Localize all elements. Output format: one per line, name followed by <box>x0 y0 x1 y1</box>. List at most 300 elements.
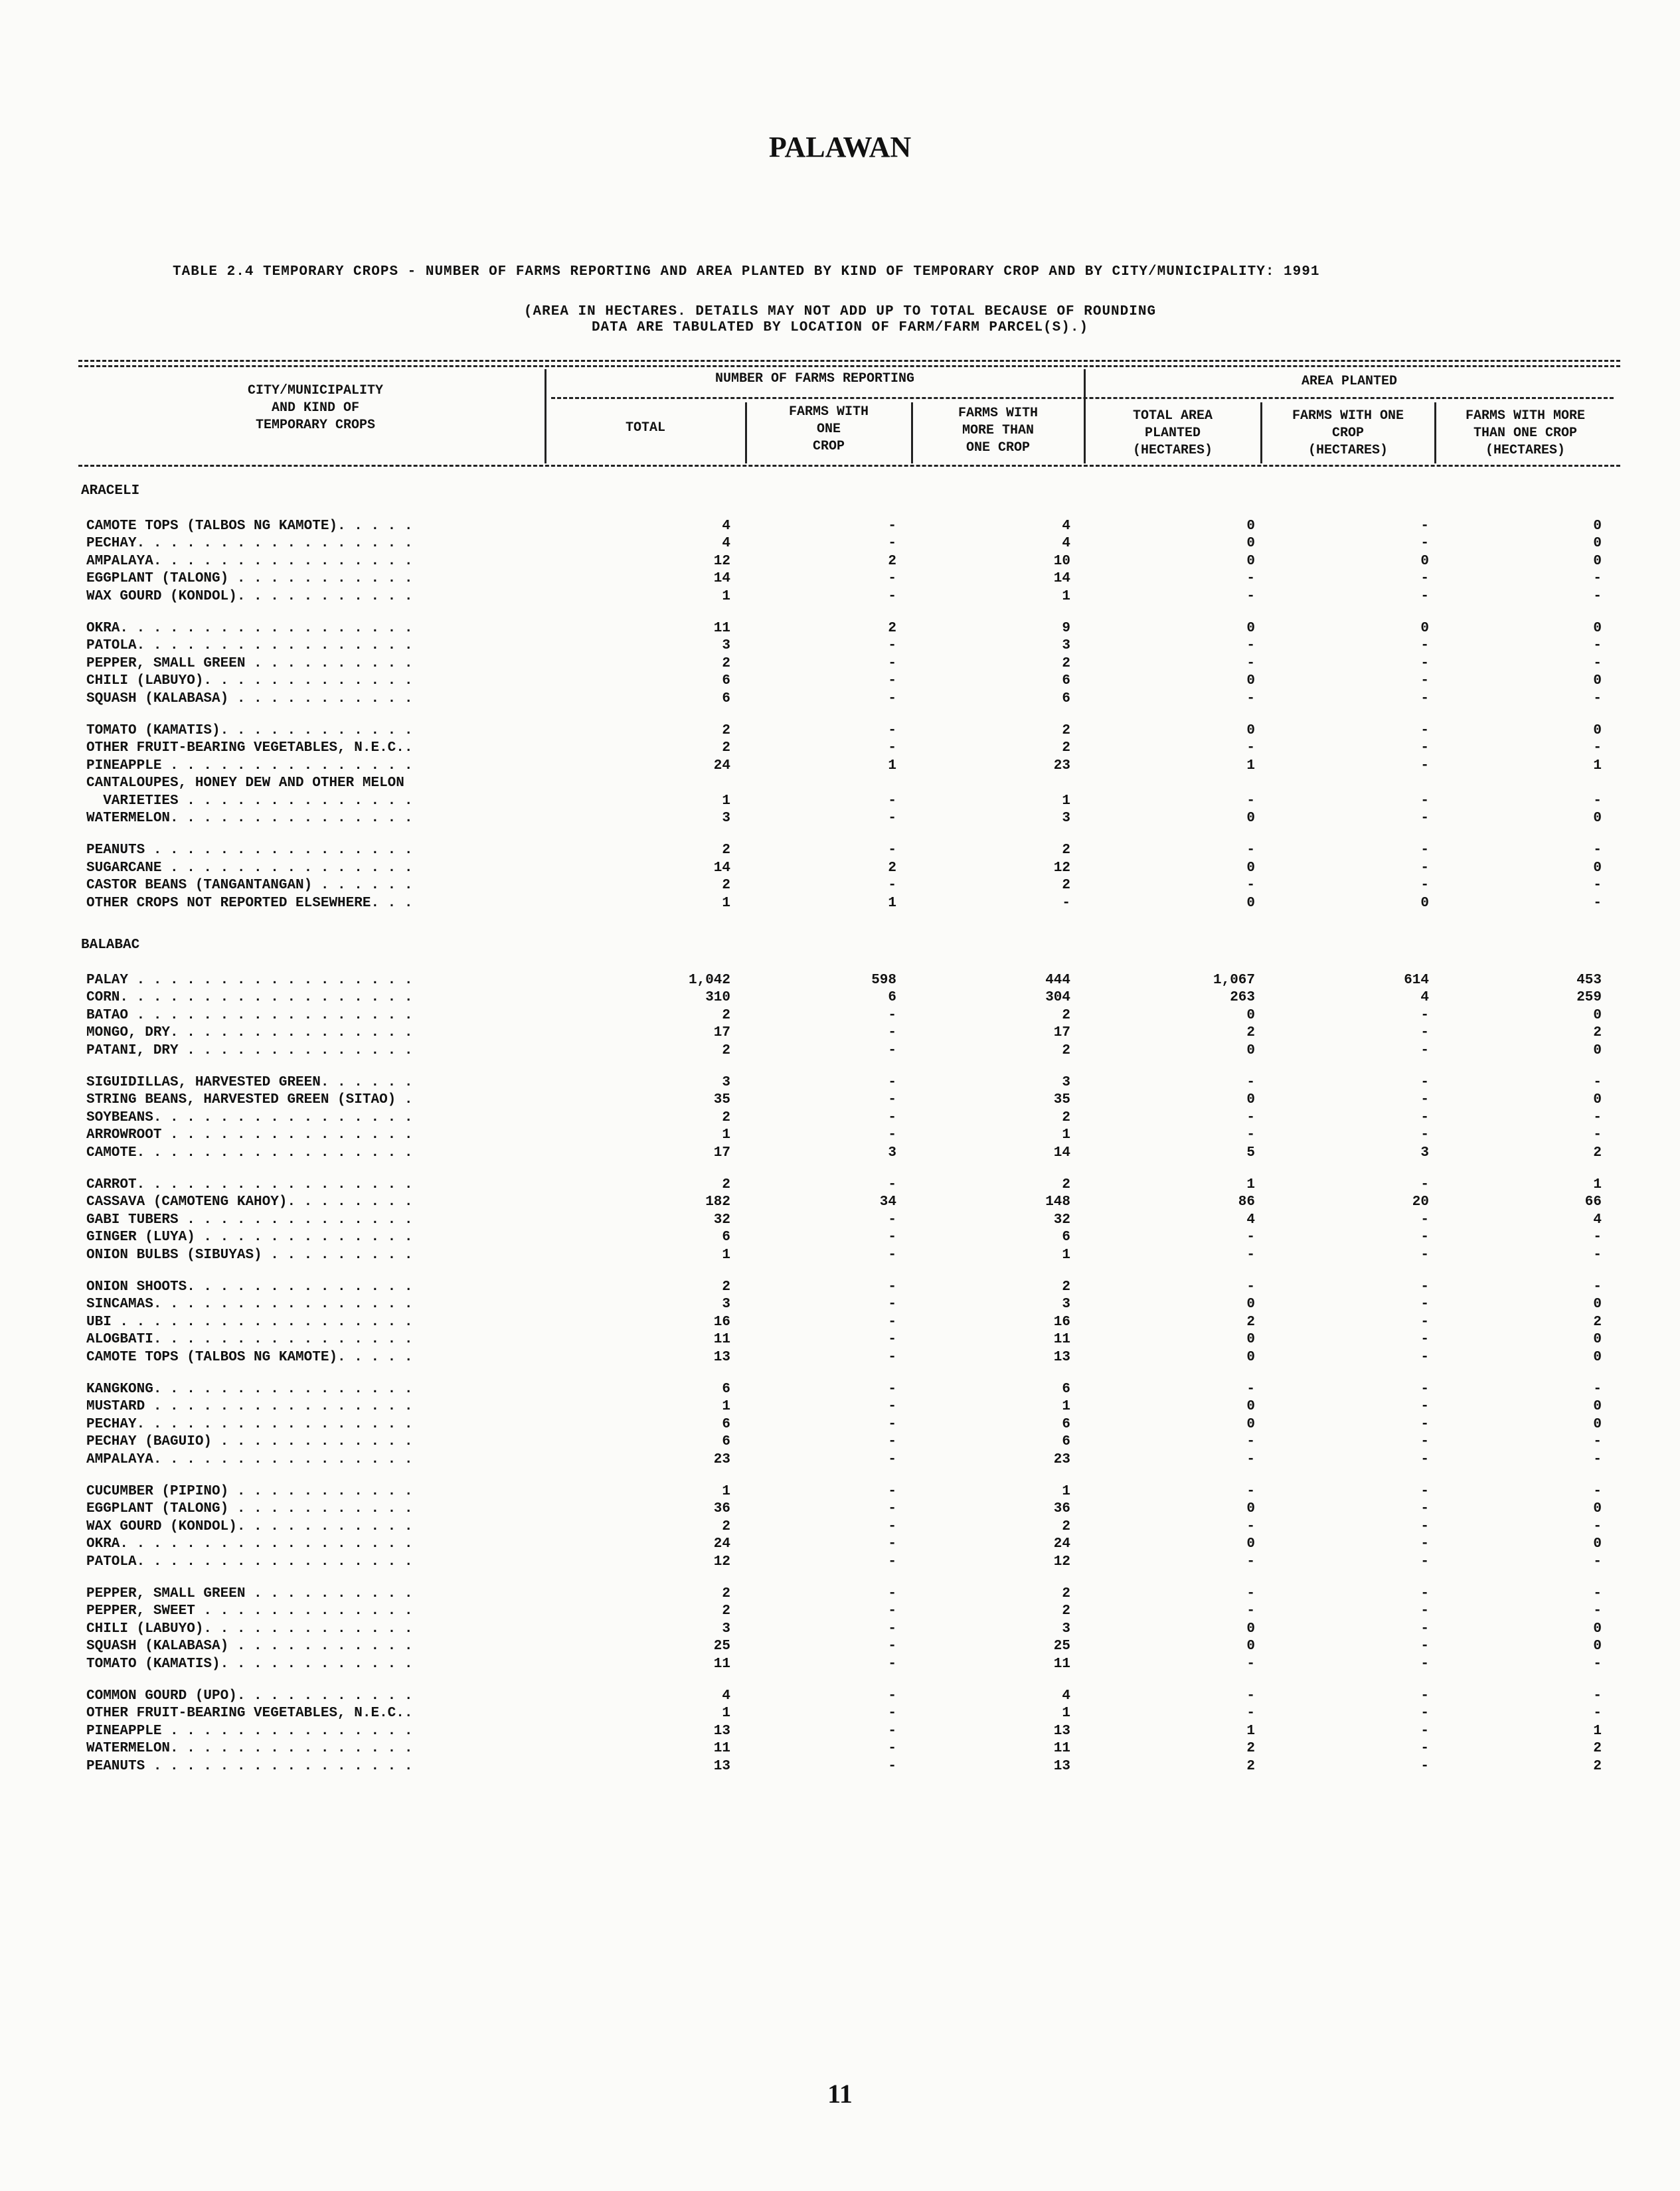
cell-area-total: 1,067 <box>1213 973 1255 988</box>
cell-farms-one-crop: - <box>888 1092 896 1108</box>
table-row <box>0 1688 1680 1705</box>
cell-farms-more-crop: 12 <box>1053 860 1070 876</box>
cell-farms-one-crop: - <box>888 571 896 587</box>
cell-area-total: - <box>1246 1434 1255 1450</box>
cell-farms-one-crop: - <box>888 1075 896 1090</box>
cell-area-one-crop: 4 <box>1420 990 1429 1006</box>
cell-area-total: 0 <box>1246 860 1255 876</box>
cell-farms-total: 2 <box>722 1177 730 1192</box>
table-row <box>0 1296 1680 1313</box>
table-row <box>0 637 1680 655</box>
crop-label: CANTALOUPES, HONEY DEW AND OTHER MELON <box>86 775 404 791</box>
cell-farms-total: 32 <box>713 1212 730 1228</box>
cell-area-more-crop: 0 <box>1593 1416 1602 1432</box>
crop-label: WATERMELON. . . . . . . . . . . . . . . <box>86 811 422 826</box>
cell-farms-more-crop: 6 <box>1062 690 1070 706</box>
cell-area-total: 263 <box>1230 990 1255 1006</box>
cell-farms-one-crop: - <box>888 638 896 654</box>
province-title: PALAWAN <box>768 131 912 163</box>
crop-label: OTHER CROPS NOT REPORTED ELSEWHERE. . . <box>86 895 422 911</box>
cell-area-more-crop: - <box>1593 1382 1602 1397</box>
cell-farms-one-crop: - <box>888 1177 896 1192</box>
crop-label: PEPPER, SWEET . . . . . . . . . . . . . <box>86 1603 422 1619</box>
table-row <box>0 518 1680 535</box>
cell-farms-total: 1,042 <box>688 973 730 988</box>
cell-farms-total: 1 <box>722 895 730 911</box>
table-row <box>0 860 1680 877</box>
cell-area-one-crop: - <box>1420 655 1429 671</box>
crop-label: BATAO . . . . . . . . . . . . . . . . . <box>86 1007 422 1023</box>
cell-farms-one-crop: - <box>888 1007 896 1023</box>
cell-farms-more-crop: 2 <box>1062 1518 1070 1534</box>
cell-farms-total: 24 <box>713 1536 730 1552</box>
cell-area-one-crop: - <box>1420 1042 1429 1058</box>
cell-area-one-crop: - <box>1420 1501 1429 1517</box>
cell-area-one-crop: - <box>1420 1416 1429 1432</box>
cell-area-total: - <box>1246 843 1255 858</box>
group-header-rule <box>551 397 1614 399</box>
cell-area-more-crop: 0 <box>1593 811 1602 826</box>
table-row <box>0 989 1680 1007</box>
header-area-more-crop: FARMS WITH MORE THAN ONE CROP (HECTARES) <box>1465 408 1586 458</box>
cell-farms-more-crop: 17 <box>1053 1025 1070 1041</box>
crop-label: PATOLA. . . . . . . . . . . . . . . . . <box>86 638 422 654</box>
table-row <box>0 553 1680 570</box>
cell-farms-more-crop: 148 <box>1045 1194 1070 1210</box>
crop-label: ARROWROOT . . . . . . . . . . . . . . . <box>86 1127 422 1143</box>
header-farms-reporting: NUMBER OF FARMS REPORTING <box>714 371 915 386</box>
cell-farms-one-crop: - <box>888 1451 896 1467</box>
crop-label: VARIETIES . . . . . . . . . . . . . . <box>86 793 422 809</box>
crop-label: SOYBEANS. . . . . . . . . . . . . . . . <box>86 1109 422 1125</box>
cell-farms-more-crop: 4 <box>1062 1688 1070 1704</box>
cell-farms-total: 3 <box>722 1621 730 1637</box>
cell-area-more-crop: - <box>1593 690 1602 706</box>
cell-farms-total: 13 <box>713 1349 730 1365</box>
cell-area-total: 0 <box>1246 1297 1255 1313</box>
cell-area-total: 2 <box>1246 1741 1255 1757</box>
crop-label: CHILI (LABUYO). . . . . . . . . . . . . <box>86 1621 422 1637</box>
cell-farms-one-crop: - <box>888 1741 896 1757</box>
crop-label: CAMOTE TOPS (TALBOS NG KAMOTE). . . . . <box>86 519 422 534</box>
cell-area-more-crop: - <box>1593 1247 1602 1263</box>
crop-label: WATERMELON. . . . . . . . . . . . . . . <box>86 1741 422 1757</box>
cell-area-total: - <box>1246 690 1255 706</box>
table-row <box>0 775 1680 792</box>
cell-area-more-crop: - <box>1593 655 1602 671</box>
crop-label: ONION SHOOTS. . . . . . . . . . . . . . <box>86 1279 422 1295</box>
cell-farms-one-crop: 1 <box>888 895 896 911</box>
cell-farms-more-crop: 2 <box>1062 1603 1070 1619</box>
cell-area-more-crop: 453 <box>1576 973 1602 988</box>
cell-area-one-crop: 20 <box>1412 1194 1429 1210</box>
cell-area-total: - <box>1246 1518 1255 1534</box>
cell-area-more-crop: 2 <box>1593 1025 1602 1041</box>
cell-farms-more-crop: 2 <box>1062 1177 1070 1192</box>
cell-farms-total: 1 <box>722 793 730 809</box>
crop-label: EGGPLANT (TALONG) . . . . . . . . . . . <box>86 1501 422 1517</box>
cell-area-more-crop: 2 <box>1593 1758 1602 1774</box>
cell-farms-total: 1 <box>722 1247 730 1263</box>
table-row <box>0 758 1680 775</box>
crop-label: PECHAY. . . . . . . . . . . . . . . . . <box>86 1416 422 1432</box>
cell-farms-more-crop: 3 <box>1062 1297 1070 1313</box>
table-row <box>0 793 1680 810</box>
cell-farms-total: 17 <box>713 1145 730 1161</box>
cell-farms-more-crop: 2 <box>1062 1279 1070 1295</box>
cell-farms-more-crop: 1 <box>1062 588 1070 604</box>
cell-farms-one-crop: - <box>888 1025 896 1041</box>
cell-farms-total: 2 <box>722 740 730 756</box>
cell-farms-more-crop: 6 <box>1062 1416 1070 1432</box>
cell-area-more-crop: 259 <box>1576 990 1602 1006</box>
cell-area-total: 0 <box>1246 536 1255 552</box>
cell-area-more-crop: - <box>1593 1518 1602 1534</box>
cell-farms-one-crop: - <box>888 1484 896 1499</box>
cell-farms-total: 1 <box>722 1127 730 1143</box>
cell-area-one-crop: - <box>1420 1092 1429 1108</box>
table-row <box>0 1074 1680 1092</box>
cell-area-more-crop: 0 <box>1593 1639 1602 1655</box>
cell-farms-more-crop: 1 <box>1062 1484 1070 1499</box>
cell-farms-more-crop: 9 <box>1062 621 1070 636</box>
table-row <box>0 1638 1680 1655</box>
cell-farms-one-crop: - <box>888 1332 896 1348</box>
crop-label: CARROT. . . . . . . . . . . . . . . . . <box>86 1177 422 1192</box>
cell-area-one-crop: - <box>1420 860 1429 876</box>
cell-area-one-crop: - <box>1420 1332 1429 1348</box>
cell-farms-total: 3 <box>722 638 730 654</box>
cell-farms-total: 4 <box>722 536 730 552</box>
cell-area-one-crop: - <box>1420 1741 1429 1757</box>
table-row <box>0 1042 1680 1060</box>
cell-farms-more-crop: 4 <box>1062 519 1070 534</box>
header-top-rule <box>78 360 1620 367</box>
table-row <box>0 1194 1680 1211</box>
table-row <box>0 1483 1680 1501</box>
cell-area-more-crop: 2 <box>1593 1314 1602 1330</box>
cell-farms-total: 1 <box>722 1484 730 1499</box>
crop-label: AMPALAYA. . . . . . . . . . . . . . . . <box>86 553 422 569</box>
cell-area-total: - <box>1246 1554 1255 1570</box>
cell-area-one-crop: - <box>1420 690 1429 706</box>
cell-farms-one-crop: - <box>888 1230 896 1246</box>
cell-farms-more-crop: - <box>1062 895 1070 911</box>
cell-area-one-crop: - <box>1420 1554 1429 1570</box>
cell-area-total: 0 <box>1246 519 1255 534</box>
cell-farms-total: 14 <box>713 571 730 587</box>
crop-label: WAX GOURD (KONDOL). . . . . . . . . . . <box>86 1518 422 1534</box>
cell-area-more-crop: - <box>1593 1451 1602 1467</box>
crop-label: OKRA. . . . . . . . . . . . . . . . . . <box>86 1536 422 1552</box>
table-row <box>0 535 1680 552</box>
cell-area-more-crop: 0 <box>1593 1349 1602 1365</box>
cell-farms-one-crop: - <box>888 1536 896 1552</box>
crop-label: CAMOTE TOPS (TALBOS NG KAMOTE). . . . . <box>86 1349 422 1365</box>
cell-area-more-crop: 0 <box>1593 1536 1602 1552</box>
cell-area-more-crop: - <box>1593 1706 1602 1722</box>
crop-label: STRING BEANS, HARVESTED GREEN (SITAO) . <box>86 1092 422 1108</box>
table-row <box>0 1007 1680 1024</box>
table-row <box>0 1740 1680 1757</box>
cell-farms-total: 6 <box>722 690 730 706</box>
crop-label: ALOGBATI. . . . . . . . . . . . . . . . <box>86 1332 422 1348</box>
cell-area-more-crop: 66 <box>1584 1194 1602 1210</box>
cell-area-one-crop: - <box>1420 1075 1429 1090</box>
cell-farms-more-crop: 444 <box>1045 973 1070 988</box>
cell-farms-one-crop: - <box>888 811 896 826</box>
cell-area-one-crop: - <box>1420 1484 1429 1499</box>
table-row <box>0 1536 1680 1553</box>
cell-farms-more-crop: 14 <box>1053 1145 1070 1161</box>
header-farms-more-crop: FARMS WITH MORE THAN ONE CROP <box>958 406 1039 455</box>
table-row <box>0 1331 1680 1348</box>
cell-farms-total: 3 <box>722 1297 730 1313</box>
table-row <box>0 1621 1680 1638</box>
cell-farms-total: 182 <box>705 1194 730 1210</box>
cell-farms-one-crop: 3 <box>888 1145 896 1161</box>
table-row <box>0 1127 1680 1144</box>
cell-area-one-crop: - <box>1420 536 1429 552</box>
cell-farms-total: 6 <box>722 673 730 689</box>
cell-farms-more-crop: 32 <box>1053 1212 1070 1228</box>
cell-farms-total: 11 <box>713 1741 730 1757</box>
cell-area-total: - <box>1246 1603 1255 1619</box>
cell-area-total: 0 <box>1246 1416 1255 1432</box>
cell-area-total: 0 <box>1246 811 1255 826</box>
cell-farms-total: 6 <box>722 1382 730 1397</box>
cell-farms-total: 6 <box>722 1434 730 1450</box>
cell-farms-total: 310 <box>705 990 730 1006</box>
cell-farms-one-crop: - <box>888 878 896 894</box>
cell-farms-total: 2 <box>722 1586 730 1601</box>
cell-area-total: 86 <box>1238 1194 1255 1210</box>
cell-farms-more-crop: 13 <box>1053 1349 1070 1365</box>
cell-farms-one-crop: - <box>888 1279 896 1295</box>
crop-label: PINEAPPLE . . . . . . . . . . . . . . . <box>86 1723 422 1739</box>
cell-farms-one-crop: - <box>888 1688 896 1704</box>
cell-farms-one-crop: 6 <box>888 990 896 1006</box>
crop-label: CHILI (LABUYO). . . . . . . . . . . . . <box>86 673 422 689</box>
cell-farms-one-crop: - <box>888 655 896 671</box>
cell-area-one-crop: - <box>1420 1758 1429 1774</box>
cell-area-more-crop: - <box>1593 1656 1602 1672</box>
cell-area-one-crop: - <box>1420 1451 1429 1467</box>
cell-area-one-crop: - <box>1420 519 1429 534</box>
cell-farms-more-crop: 11 <box>1053 1741 1070 1757</box>
cell-area-one-crop: - <box>1420 843 1429 858</box>
cell-farms-one-crop: 2 <box>888 553 896 569</box>
crop-label: CUCUMBER (PIPINO) . . . . . . . . . . . <box>86 1484 422 1499</box>
cell-farms-one-crop: - <box>888 1621 896 1637</box>
cell-farms-total: 1 <box>722 1706 730 1722</box>
cell-area-total: 0 <box>1246 895 1255 911</box>
table-row <box>0 1585 1680 1603</box>
cell-farms-one-crop: - <box>888 1723 896 1739</box>
cell-farms-total: 2 <box>722 1518 730 1534</box>
cell-area-total: - <box>1246 1247 1255 1263</box>
cell-area-more-crop: 0 <box>1593 1007 1602 1023</box>
cell-area-total: - <box>1246 1279 1255 1295</box>
cell-area-more-crop: 2 <box>1593 1145 1602 1161</box>
cell-farms-more-crop: 1 <box>1062 1127 1070 1143</box>
cell-farms-total: 14 <box>713 860 730 876</box>
cell-farms-one-crop: - <box>888 519 896 534</box>
table-row <box>0 1433 1680 1451</box>
table-row <box>0 655 1680 673</box>
cell-area-one-crop: - <box>1420 740 1429 756</box>
cell-area-total: 4 <box>1246 1212 1255 1228</box>
cell-area-more-crop: 1 <box>1593 1723 1602 1739</box>
table-note-line2: DATA ARE TABULATED BY LOCATION OF FARM/FARM PARCEL(S).) <box>591 320 1089 335</box>
crop-label: UBI . . . . . . . . . . . . . . . . . . <box>86 1314 422 1330</box>
header-total-area: TOTAL AREA PLANTED (HECTARES) <box>1132 408 1213 458</box>
table-row <box>0 1229 1680 1246</box>
cell-area-more-crop: - <box>1593 1279 1602 1295</box>
cell-area-more-crop: 0 <box>1593 1092 1602 1108</box>
crop-label: SIGUIDILLAS, HARVESTED GREEN. . . . . . <box>86 1075 422 1090</box>
table-row <box>0 570 1680 588</box>
cell-farms-total: 3 <box>722 811 730 826</box>
cell-area-more-crop: - <box>1593 843 1602 858</box>
cell-farms-total: 2 <box>722 1603 730 1619</box>
cell-area-more-crop: - <box>1593 571 1602 587</box>
cell-area-one-crop: - <box>1420 1688 1429 1704</box>
cell-area-total: - <box>1246 655 1255 671</box>
cell-farms-one-crop: - <box>888 536 896 552</box>
cell-farms-total: 11 <box>713 1656 730 1672</box>
cell-farms-total: 1 <box>722 1399 730 1415</box>
cell-area-more-crop: 1 <box>1593 758 1602 773</box>
cell-area-total: 0 <box>1246 621 1255 636</box>
cell-area-one-crop: - <box>1420 1297 1429 1313</box>
cell-area-more-crop: - <box>1593 1434 1602 1450</box>
cell-area-more-crop: - <box>1593 1554 1602 1570</box>
cell-farms-one-crop: 1 <box>888 758 896 773</box>
cell-farms-more-crop: 6 <box>1062 1382 1070 1397</box>
table-row <box>0 1024 1680 1042</box>
cell-farms-total: 2 <box>722 878 730 894</box>
cell-farms-total: 16 <box>713 1314 730 1330</box>
crop-label: TOMATO (KAMATIS). . . . . . . . . . . . <box>86 723 422 738</box>
header-area-one-crop: FARMS WITH ONE CROP (HECTARES) <box>1292 408 1404 458</box>
cell-farms-one-crop: - <box>888 793 896 809</box>
cell-area-one-crop: - <box>1420 1382 1429 1397</box>
cell-area-total: - <box>1246 638 1255 654</box>
crop-label: PECHAY (BAGUIO) . . . . . . . . . . . . <box>86 1434 422 1450</box>
table-row <box>0 1398 1680 1416</box>
cell-farms-more-crop: 2 <box>1062 1007 1070 1023</box>
cell-area-more-crop: - <box>1593 740 1602 756</box>
table-row <box>0 1501 1680 1518</box>
cell-area-more-crop: - <box>1593 638 1602 654</box>
table-row <box>0 1349 1680 1366</box>
cell-area-one-crop: - <box>1420 588 1429 604</box>
cell-area-more-crop: - <box>1593 1484 1602 1499</box>
cell-area-total: - <box>1246 740 1255 756</box>
page-number: 11 <box>827 2079 853 2109</box>
cell-farms-more-crop: 11 <box>1053 1656 1070 1672</box>
cell-farms-total: 4 <box>722 519 730 534</box>
cell-farms-total: 13 <box>713 1758 730 1774</box>
cell-area-more-crop: 0 <box>1593 1297 1602 1313</box>
cell-farms-one-crop: - <box>888 1349 896 1365</box>
cell-farms-total: 2 <box>722 1042 730 1058</box>
cell-farms-more-crop: 24 <box>1053 1536 1070 1552</box>
cell-farms-one-crop: - <box>888 1554 896 1570</box>
table-row <box>0 1381 1680 1398</box>
cell-farms-total: 1 <box>722 588 730 604</box>
cell-area-total: 2 <box>1246 1314 1255 1330</box>
cell-area-total: - <box>1246 1656 1255 1672</box>
cell-area-total: 1 <box>1246 1177 1255 1192</box>
crop-label: PEANUTS . . . . . . . . . . . . . . . . <box>86 843 422 858</box>
cell-area-one-crop: - <box>1420 673 1429 689</box>
cell-area-total: - <box>1246 793 1255 809</box>
table-row <box>0 1109 1680 1127</box>
cell-farms-one-crop: - <box>888 1297 896 1313</box>
cell-farms-one-crop: 598 <box>871 973 896 988</box>
cell-farms-one-crop: 2 <box>888 860 896 876</box>
cell-area-total: 0 <box>1246 1349 1255 1365</box>
table-row <box>0 877 1680 894</box>
cell-farms-one-crop: - <box>888 1639 896 1655</box>
cell-farms-one-crop: - <box>888 843 896 858</box>
cell-farms-one-crop: - <box>888 1656 896 1672</box>
cell-area-total: - <box>1246 1706 1255 1722</box>
cell-farms-total: 23 <box>713 1451 730 1467</box>
cell-area-one-crop: - <box>1420 758 1429 773</box>
cell-farms-more-crop: 2 <box>1062 655 1070 671</box>
cell-area-one-crop: - <box>1420 793 1429 809</box>
cell-area-total: 0 <box>1246 1621 1255 1637</box>
crop-label: CASTOR BEANS (TANGANTANGAN) . . . . . . <box>86 878 422 894</box>
cell-farms-more-crop: 4 <box>1062 536 1070 552</box>
cell-farms-one-crop: - <box>888 1042 896 1058</box>
cell-area-more-crop: - <box>1593 1230 1602 1246</box>
table-row <box>0 690 1680 708</box>
table-row <box>0 722 1680 740</box>
cell-area-total: - <box>1246 1382 1255 1397</box>
table-note-line1: (AREA IN HECTARES. DETAILS MAY NOT ADD UP TO TOTAL BECAUSE OF ROUNDING <box>523 304 1157 319</box>
cell-area-one-crop: - <box>1420 1247 1429 1263</box>
table-row <box>0 1451 1680 1469</box>
crop-label: CAMOTE. . . . . . . . . . . . . . . . . <box>86 1145 422 1161</box>
cell-farms-more-crop: 2 <box>1062 740 1070 756</box>
crop-label: OTHER FRUIT-BEARING VEGETABLES, N.E.C.. <box>86 740 422 756</box>
cell-area-one-crop: 3 <box>1420 1145 1429 1161</box>
cell-area-total: - <box>1246 1109 1255 1125</box>
cell-farms-more-crop: 3 <box>1062 638 1070 654</box>
cell-farms-more-crop: 13 <box>1053 1723 1070 1739</box>
cell-farms-more-crop: 6 <box>1062 1434 1070 1450</box>
cell-farms-total: 36 <box>713 1501 730 1517</box>
cell-farms-more-crop: 12 <box>1053 1554 1070 1570</box>
crop-label: GABI TUBERS . . . . . . . . . . . . . . <box>86 1212 422 1228</box>
cell-farms-total: 6 <box>722 1230 730 1246</box>
cell-farms-one-crop: - <box>888 1758 896 1774</box>
cell-farms-one-crop: - <box>888 1603 896 1619</box>
cell-area-more-crop: 0 <box>1593 553 1602 569</box>
cell-farms-one-crop: - <box>888 1399 896 1415</box>
header-bottom-rule <box>78 465 1620 467</box>
cell-farms-one-crop: 34 <box>879 1194 896 1210</box>
cell-farms-more-crop: 10 <box>1053 553 1070 569</box>
cell-area-one-crop: - <box>1420 1706 1429 1722</box>
cell-area-more-crop: - <box>1593 588 1602 604</box>
cell-area-more-crop: - <box>1593 878 1602 894</box>
cell-area-more-crop: - <box>1593 1586 1602 1601</box>
